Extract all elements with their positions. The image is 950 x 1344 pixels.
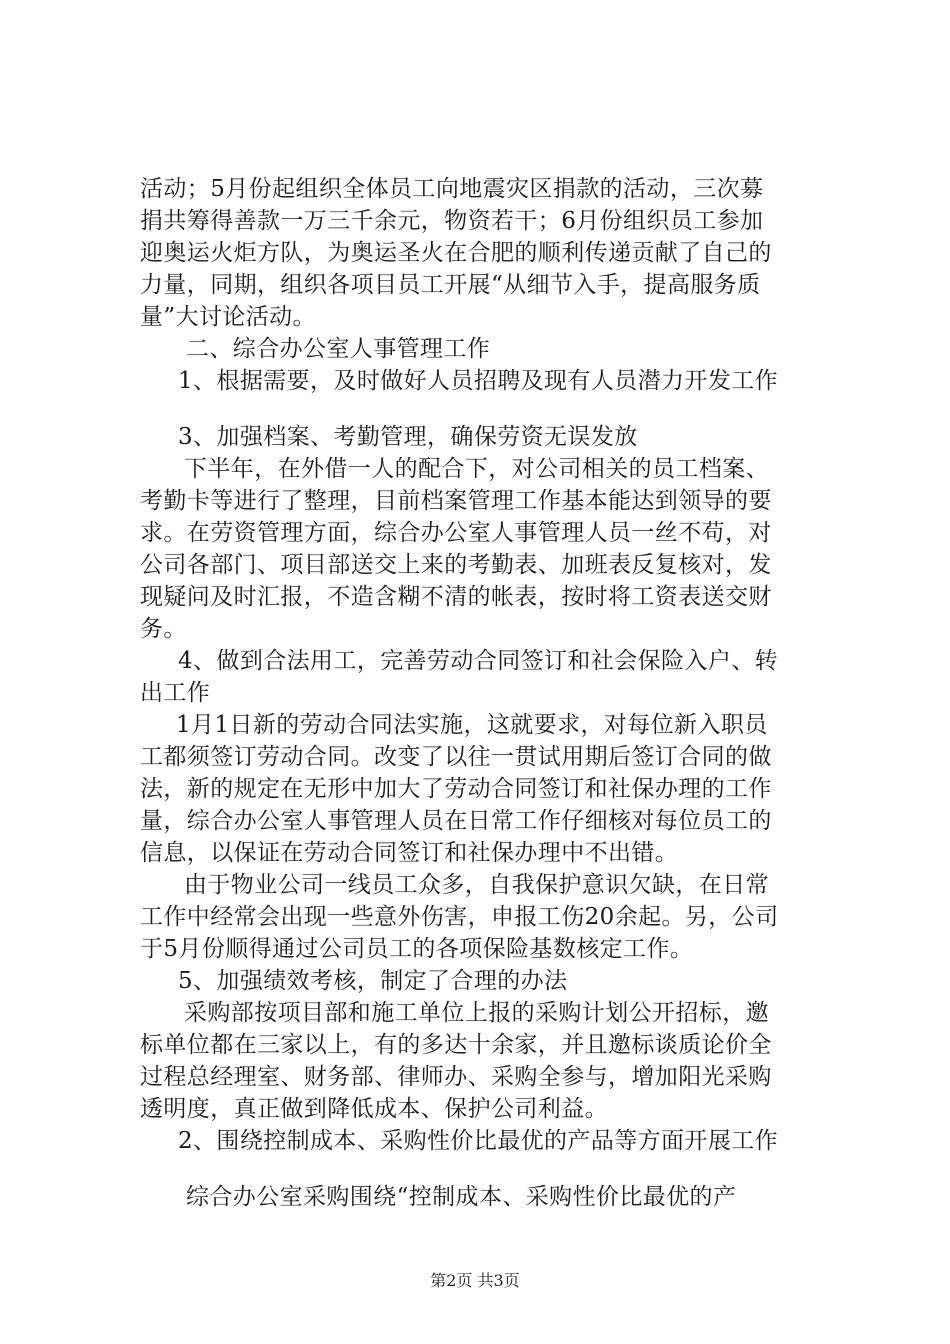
body-line: 工作中经常会出现一些意外伤害，申报工伤20余起。另，公司 bbox=[140, 904, 779, 930]
body-line: 工都须签订劳动合同。改变了以往一贯试用期后签订合同的做 bbox=[140, 744, 772, 770]
body-line: 考勤卡等进行了整理，目前档案管理工作基本能达到领导的要 bbox=[140, 488, 772, 514]
body-line: 于5月份顺得通过公司员工的各项保险基数核定工作。 bbox=[140, 936, 694, 962]
body-line: 下半年，在外借一人的配合下，对公司相关的员工档案、 bbox=[184, 456, 769, 482]
body-line: 力量，同期，组织各项目员工开展“从细节入手，提高服务质 bbox=[140, 272, 761, 298]
body-line: 采购部按项目部和施工单位上报的采购计划公开招标，邀 bbox=[184, 1000, 769, 1026]
body-line: 捐共筹得善款一万三千余元，物资若干；6月份组织员工参加 bbox=[140, 208, 764, 234]
body-line: 迎奥运火炬方队，为奥运圣火在合肥的顺利传递贡献了自己的 bbox=[140, 240, 772, 266]
body-line: 综合办公室采购围绕“控制成本、采购性价比最优的产 bbox=[186, 1184, 737, 1210]
body-line: 量，综合办公室人事管理人员在日常工作仔细核对每位员工的 bbox=[140, 808, 772, 834]
subsection-heading: 5、加强绩效考核，制定了合理的办法 bbox=[178, 968, 568, 994]
body-line: 透明度，真正做到降低成本、保护公司利益。 bbox=[140, 1096, 608, 1122]
body-line: 求。在劳资管理方面，综合办公室人事管理人员一丝不苟，对 bbox=[140, 520, 772, 546]
section-heading: 二、综合办公室人事管理工作 bbox=[186, 336, 491, 362]
body-line: 过程总经理室、财务部、律师办、采购全参与，增加阳光采购 bbox=[140, 1064, 772, 1090]
subsection-heading: 2、围绕控制成本、采购性价比最优的产品等方面开展工作 bbox=[178, 1128, 779, 1154]
body-line: 由于物业公司一线员工众多，自我保护意识欠缺，在日常 bbox=[184, 872, 769, 898]
subsection-heading: 1、根据需要，及时做好人员招聘及现有人员潜力开发工作 bbox=[178, 368, 779, 394]
body-line: 活动；5月份起组织全体员工向地震灾区捐款的活动，三次募 bbox=[140, 176, 764, 202]
subsection-heading-continued: 出工作 bbox=[140, 680, 211, 706]
body-line: 现疑问及时汇报，不造含糊不清的帐表，按时将工资表送交财 bbox=[140, 584, 772, 610]
body-line: 1月1日新的劳动合同法实施，这就要求，对每位新入职员 bbox=[176, 712, 768, 738]
subsection-heading: 3、加强档案、考勤管理，确保劳资无误发放 bbox=[178, 424, 638, 450]
body-line: 量”大讨论活动。 bbox=[140, 304, 316, 330]
body-line: 公司各部门、项目部送交上来的考勤表、加班表反复核对，发 bbox=[140, 552, 772, 578]
subsection-heading: 4、做到合法用工，完善劳动合同签订和社会保险入户、转 bbox=[178, 648, 779, 674]
body-line: 信息，以保证在劳动合同签订和社保办理中不出错。 bbox=[140, 840, 679, 866]
body-line: 标单位都在三家以上，有的多达十余家，并且邀标谈质论价全 bbox=[140, 1032, 772, 1058]
page-number-footer: 第2页 共3页 bbox=[430, 1271, 520, 1290]
body-line: 务。 bbox=[140, 616, 187, 642]
body-line: 法，新的规定在无形中加大了劳动合同签订和社保办理的工作 bbox=[140, 776, 772, 802]
